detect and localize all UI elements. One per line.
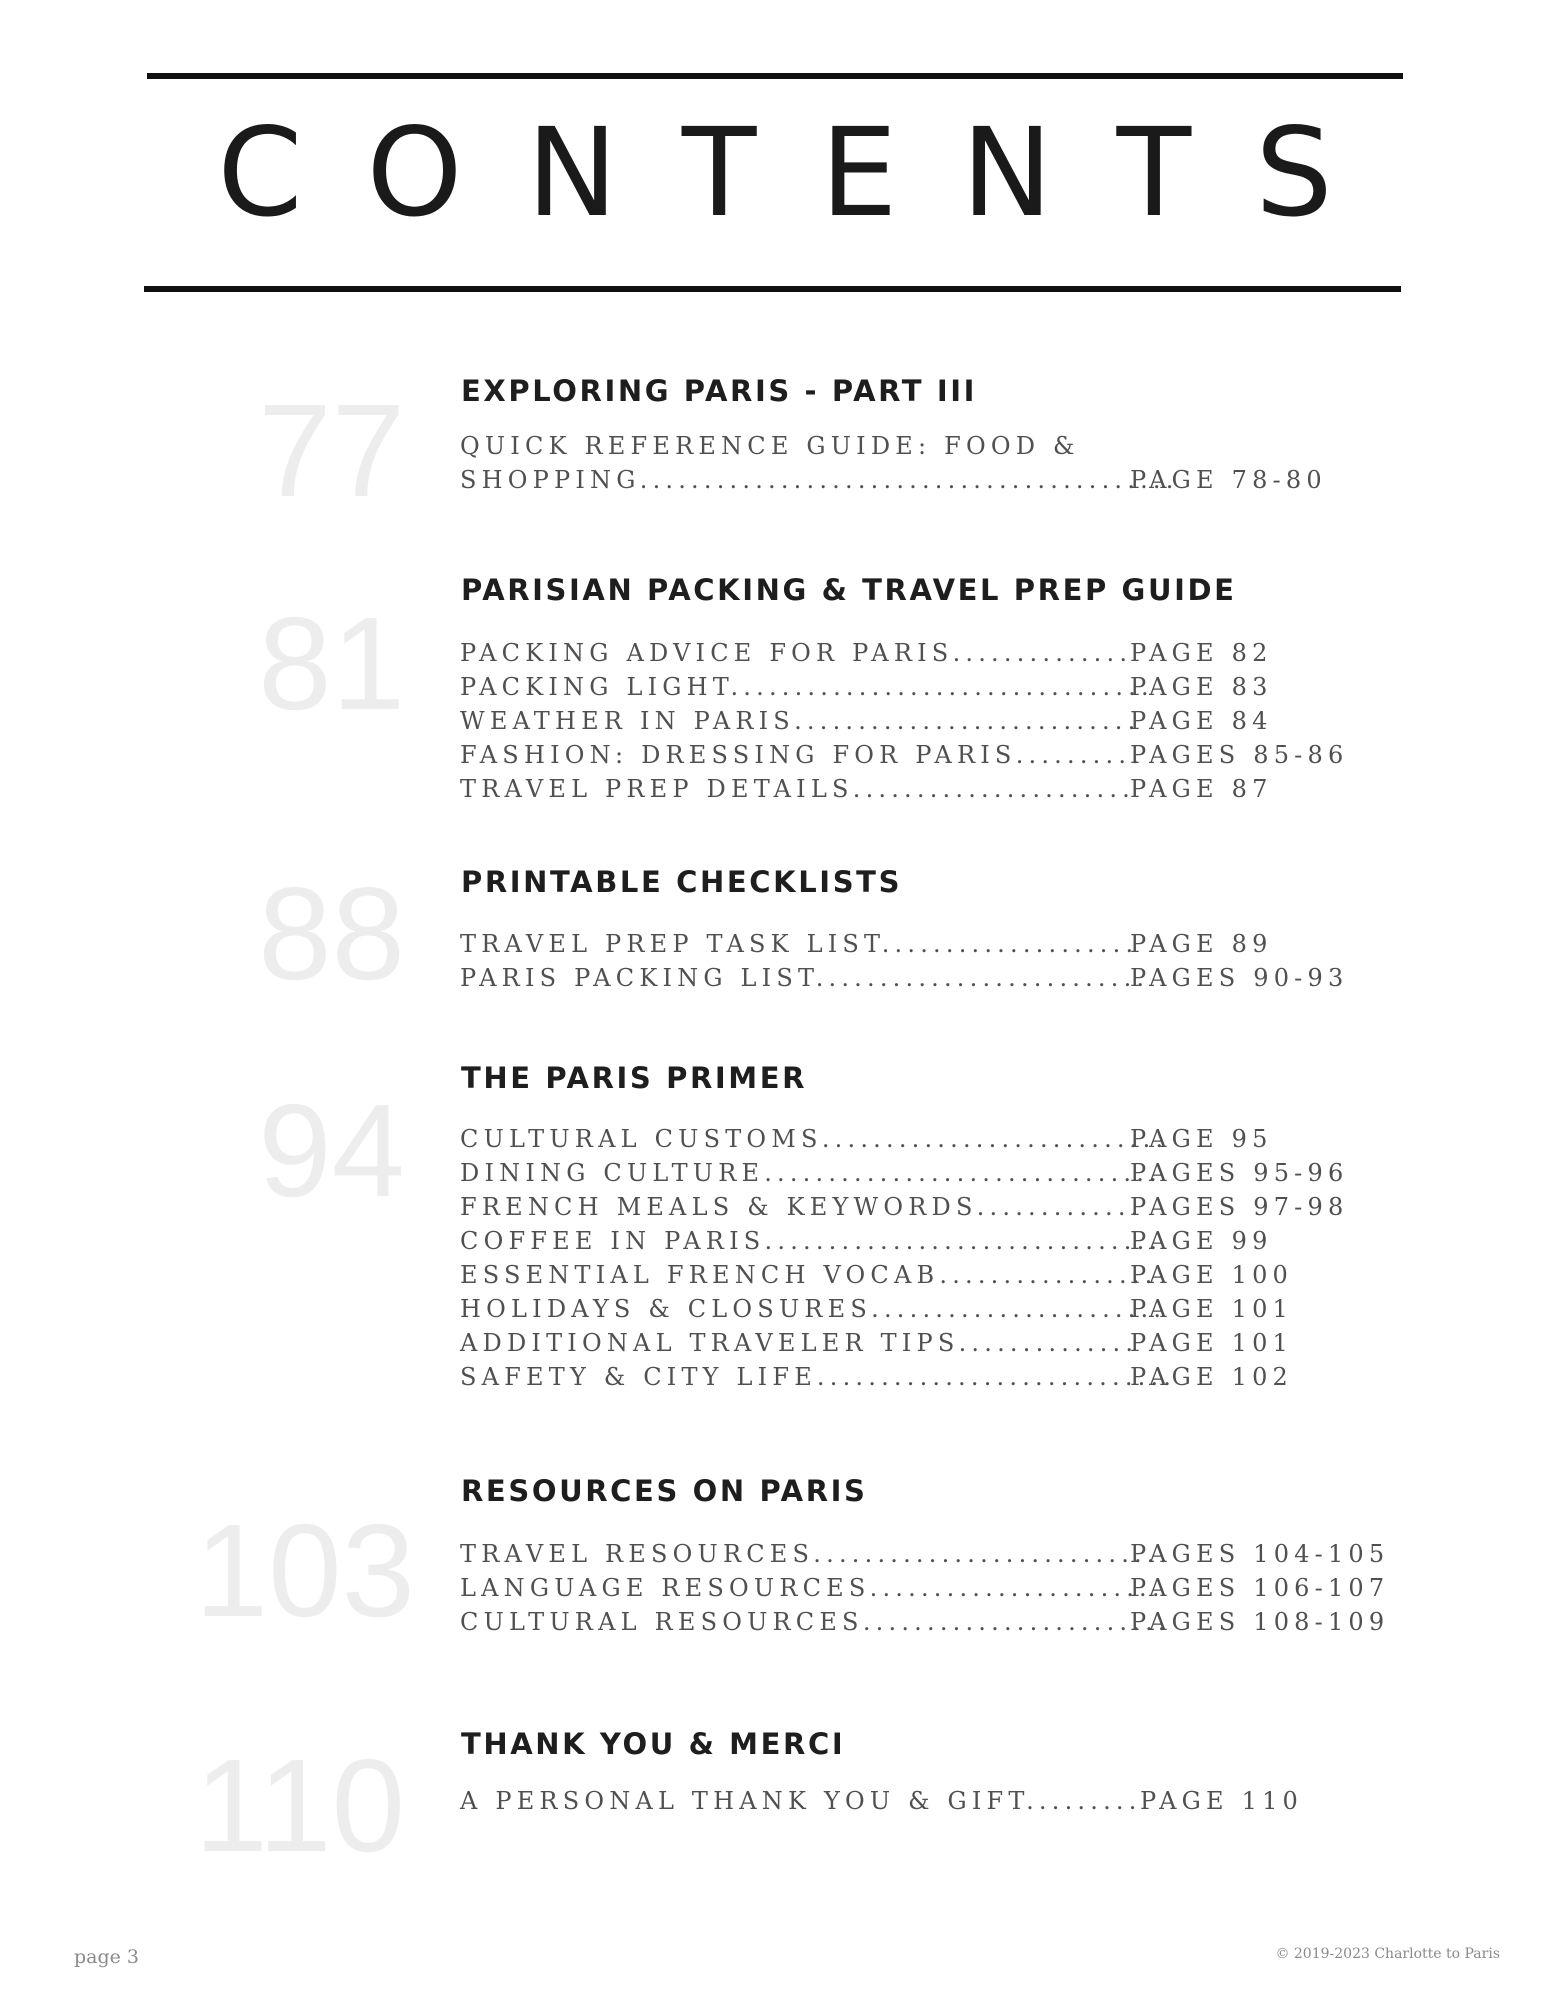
- entry-page: PAGE 99: [1130, 1227, 1273, 1255]
- entry-page: PAGE 87: [1130, 775, 1273, 803]
- entry-page: PAGE 83: [1130, 673, 1273, 701]
- section-heading: THE PARIS PRIMER: [461, 1061, 808, 1095]
- entry-page: PAGE 82: [1130, 639, 1273, 667]
- section-start-number: 88: [258, 860, 405, 1007]
- entry-label: ADDITIONAL TRAVELER TIPS..............: [460, 1329, 1139, 1357]
- entry-label: PACKING LIGHT.................................: [460, 673, 1154, 701]
- entry-page: PAGE 100: [1130, 1261, 1294, 1289]
- bottom-rule: [144, 286, 1401, 292]
- entry-label: QUICK REFERENCE GUIDE: FOOD &: [460, 432, 1080, 460]
- section-start-number: 94: [258, 1077, 405, 1224]
- entry-page: PAGE 84: [1130, 707, 1273, 735]
- entry-page: PAGES 106-107: [1130, 1574, 1390, 1602]
- entry-label: SHOPPING..........................................: [460, 466, 1179, 494]
- entry-label: FASHION: DRESSING FOR PARIS..........: [460, 741, 1144, 769]
- section-heading: RESOURCES ON PARIS: [461, 1474, 868, 1508]
- copyright: © 2019-2023 Charlotte to Paris: [1275, 1946, 1500, 1962]
- page-number: page 3: [74, 1946, 140, 1968]
- entry-label: WEATHER IN PARIS...........................: [460, 707, 1141, 735]
- section-heading: PRINTABLE CHECKLISTS: [461, 865, 903, 899]
- entry-page: PAGE 89: [1130, 930, 1273, 958]
- entry-label: TRAVEL RESOURCES............................: [460, 1540, 1173, 1568]
- section-start-number: 77: [258, 377, 405, 524]
- entry-label: TRAVEL PREP TASK LIST....................: [460, 930, 1139, 958]
- entry-label: A PERSONAL THANK YOU & GIFT.........: [460, 1787, 1142, 1815]
- entry-page: PAGE 78-80: [1130, 466, 1327, 494]
- entry-page: PAGE 110: [1140, 1787, 1304, 1815]
- entry-label: TRAVEL PREP DETAILS......................: [460, 775, 1135, 803]
- section-heading: EXPLORING PARIS - PART III: [461, 374, 977, 408]
- entry-page: PAGES 104-105: [1130, 1540, 1390, 1568]
- section-start-number: 110: [194, 1732, 405, 1879]
- entry-page: PAGE 101: [1130, 1329, 1294, 1357]
- entry-label: ESSENTIAL FRENCH VOCAB.................: [460, 1261, 1158, 1289]
- entry-label: LANGUAGE RESOURCES.......................: [460, 1574, 1165, 1602]
- entry-label: CULTURAL CUSTOMS...........................: [460, 1125, 1169, 1153]
- entry-page: PAGES 85-86: [1130, 741, 1349, 769]
- entry-page: PAGES 97-98: [1130, 1193, 1349, 1221]
- entry-label: PACKING ADVICE FOR PARIS..............: [460, 639, 1133, 667]
- entry-label: COFFEE IN PARIS...............................: [460, 1227, 1163, 1255]
- page-title: CONTENTS: [217, 102, 1397, 244]
- section-heading: THANK YOU & MERCI: [461, 1727, 846, 1761]
- section-start-number: 103: [194, 1497, 415, 1644]
- entry-page: PAGE 102: [1130, 1363, 1294, 1391]
- entry-label: PARIS PACKING LIST..........................: [460, 964, 1150, 992]
- entry-page: PAGE 101: [1130, 1295, 1294, 1323]
- entry-label: HOLIDAYS & CLOSURES.......................: [460, 1295, 1167, 1323]
- entry-label: DINING CULTURE...............................: [460, 1159, 1162, 1187]
- entry-label: SAFETY & CITY LIFE............................: [460, 1363, 1177, 1391]
- top-rule: [147, 73, 1403, 79]
- entry-page: PAGES 90-93: [1130, 964, 1349, 992]
- section-start-number: 81: [258, 590, 405, 737]
- section-heading: PARISIAN PACKING & TRAVEL PREP GUIDE: [461, 573, 1237, 607]
- entry-page: PAGES 108-109: [1130, 1608, 1390, 1636]
- entry-page: PAGE 95: [1130, 1125, 1273, 1153]
- entry-page: PAGES 95-96: [1130, 1159, 1349, 1187]
- entry-label: FRENCH MEALS & KEYWORDS.............: [460, 1193, 1144, 1221]
- entry-label: CULTURAL RESOURCES........................: [460, 1608, 1171, 1636]
